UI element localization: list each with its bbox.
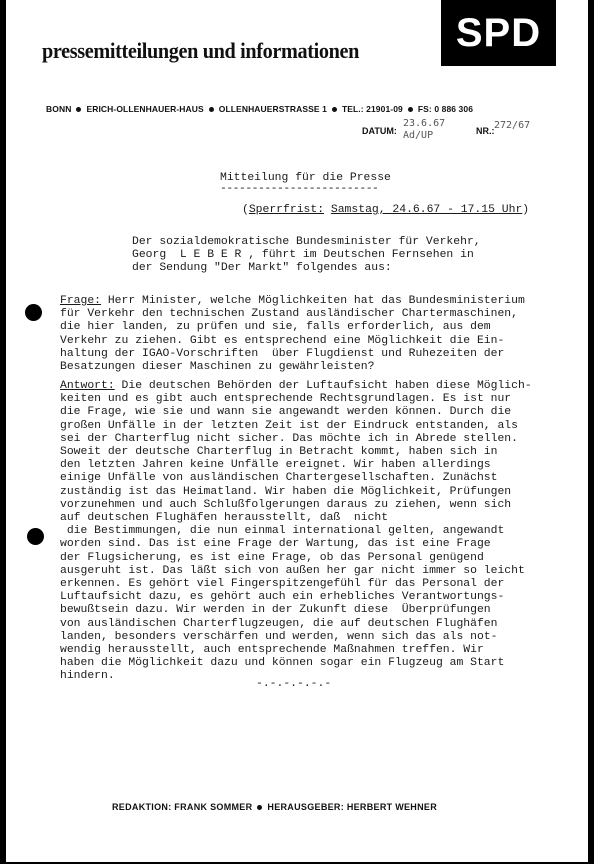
punch-hole-icon bbox=[27, 528, 44, 545]
answer-label: Antwort: bbox=[60, 380, 115, 392]
nr-handwritten: 272/67 bbox=[494, 120, 531, 131]
embargo-value: Samstag, 24.6.67 - 17.15 Uhr bbox=[330, 204, 523, 216]
bullet-icon bbox=[332, 107, 337, 112]
masthead-title: pressemitteilungen und informationen bbox=[42, 38, 359, 63]
nr-label: NR.: bbox=[476, 126, 495, 136]
embargo-line: (Sperrfrist: Samstag, 24.6.67 - 17.15 Uhr) bbox=[242, 204, 530, 216]
footer-herausgeber: HERAUSGEBER: HERBERT WEHNER bbox=[267, 802, 438, 812]
bullet-icon bbox=[209, 107, 214, 112]
answer-text: Die deutschen Behörden der Luftaufsicht haben diese Möglich- keiten und es gibt auch entsprechende Rechtsgrundlagen. Es ist nur die Frage, wie sie und wann sie angewandt werden können. Durch die großen Unfälle in der letzten Zeit ist der Eindruck entstanden, als sei der Charterflug nicht sicher. Das möchte ich in Abrede stellen. Soweit der deutsche Charterflug in Betracht kommt, haben sich in den letzten Jahren keine Unfälle ereignet. Wir haben allerdings einige Unfälle von ausländischen Chartergesellschaften. Zunächst zuständig ist das Heimatland. Wir haben die Möglichkeit, Prüfungen vorzunehmen und auch Schlußfolgerungen daraus zu ziehen, wenn sich auf deutschen Flughäfen herausstellt, daß nicht die Bestimmungen, die nun einmal international gelten, angewandt worden sind. Das ist eine Frage der Wartung, das ist eine Frage der Flugsicherung, es ist eine Frage, ob das Personal genügend ausgeruht ist. Das läßt sich von außen her gar nicht immer so leicht erkennen. Es gehört viel Fingerspitzengefühl für das Personal der Luftaufsicht dazu, es gehört auch ein erhebliches Verantwortungs- bewußtsein dazu. Wir werden in der Zukunft diese Überprüfungen von ausländischen Charterflugzeugen, die auf deutschen Flughäfen landen, besonders verschärfen und werden, wenn sich das als not- wendig herausstellt, auch entsprechende Maßnahmen treffen. Wir haben die Möglichkeit dazu und können sogar ein Flugzeug am Start hindern. bbox=[60, 380, 532, 683]
datum-label: DATUM: bbox=[362, 126, 397, 136]
address-city: BONN bbox=[46, 104, 72, 114]
closing-mark: -.-.-.-.-.- bbox=[256, 678, 332, 690]
address-line bbox=[46, 104, 566, 114]
datum-handwritten: 23.6.67 Ad/UP bbox=[403, 118, 446, 141]
punch-hole-icon bbox=[25, 304, 42, 321]
question-block bbox=[60, 295, 525, 374]
footer-redaktion: REDAKTION: FRANK SOMMER bbox=[112, 802, 253, 812]
intro-paragraph: Der sozialdemokratische Bundesminister für Verkehr, Georg L E B E R , führt im Deutschen Fernsehen in der Sendung "Der Markt" folgendes aus: bbox=[132, 236, 481, 275]
bullet-icon bbox=[257, 805, 262, 810]
footer-line bbox=[112, 802, 437, 812]
bullet-icon bbox=[408, 107, 413, 112]
address-street: OLLENHAUERSTRASSE 1 bbox=[218, 104, 327, 114]
heading-rule: ------------------------- bbox=[220, 183, 379, 195]
spd-logo: SPD bbox=[441, 0, 556, 66]
answer-block bbox=[60, 380, 532, 684]
bullet-icon bbox=[76, 107, 81, 112]
question-label: Frage: bbox=[60, 295, 102, 307]
document-heading: Mitteilung für die Presse bbox=[220, 172, 391, 184]
press-release-page bbox=[6, 0, 588, 862]
address-building: ERICH-OLLENHAUER-HAUS bbox=[86, 104, 204, 114]
address-fs: FS: 0 886 306 bbox=[417, 104, 474, 114]
address-tel: TEL.: 21901-09 bbox=[341, 104, 403, 114]
embargo-label: Sperrfrist: bbox=[248, 204, 325, 216]
question-text: Herr Minister, welche Möglichkeiten hat das Bundesministerium für Verkehr den technischen Zustand ausländischer Chartermaschinen, die hier landen, zu prüfen und sie, falls erforderlich, aus dem Verkehr zu ziehen. Gibt es entsprechend eine Möglichkeit die Ein- haltung der IGAO-Vorschriften über Flugdienst und Ruhezeiten der Besatzungen dieser Maschinen zu gewährleisten? bbox=[60, 295, 525, 374]
